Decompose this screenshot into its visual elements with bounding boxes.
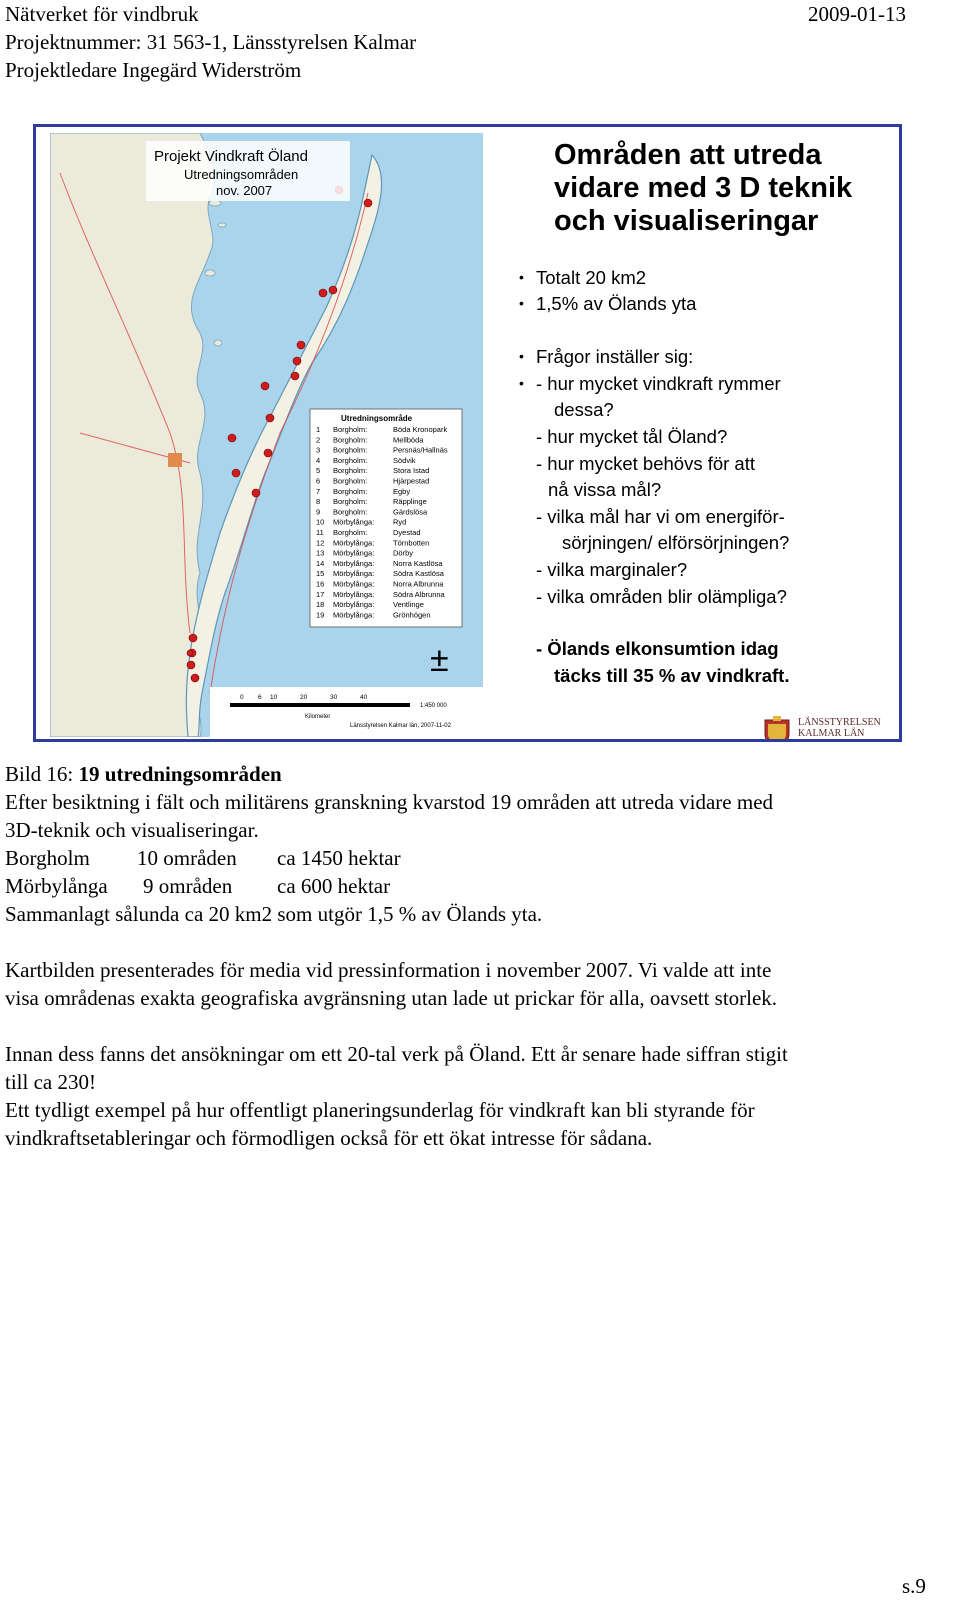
legend-row-text: Södra Albrunna [393,589,445,599]
legend-row-text: Egby [393,486,411,496]
stats-count: 10 områden [137,846,237,870]
slide-bullet: dessa? [554,399,614,420]
legend-row-text: Ventlinge [393,600,424,610]
slide-bullet: - vilka områden blir olämpliga? [536,586,787,607]
legend-row-text: Mörbylånga: [333,558,375,568]
legend-row-text: 18 [316,600,325,610]
slide-bullet: sörjningen/ elförsörjningen? [562,532,790,553]
map-svg [50,133,483,737]
legend-row-text: 4 [316,455,321,465]
map-date: nov. 2007 [216,183,273,198]
map-subtitle: Utredningsområden [184,167,299,182]
stats-place: Borgholm [5,846,90,870]
slide-bullet: - hur mycket vindkraft rymmer [536,373,781,394]
legend-row-text: Mörbylånga: [333,589,375,599]
header-project-number: Projektnummer: 31 563-1, Länsstyrelsen Kalmar [5,30,417,54]
slide-bullet: - vilka mål har vi om energiför- [536,506,785,527]
legend-row-text: 10 [316,517,325,527]
legend-row-text: 16 [316,579,325,589]
body-line: 3D-teknik och visualiseringar. [5,818,259,842]
legend-row-text: 14 [316,558,325,568]
legend-row-text: Grönhögen [393,610,431,620]
slide-bullet: - hur mycket behövs för att [536,453,756,474]
scale-tick-label: 20 [300,694,308,701]
legend-row-text: Borgholm: [333,466,368,476]
scale-tick-label: 6 [258,694,262,701]
legend-row-text: Södvik [393,455,416,465]
stats-place: Mörbylånga [5,874,108,898]
legend-row-text: Borgholm: [333,507,368,517]
legend-row-text: Dyestad [393,528,421,537]
slide-bullet: - Ölands elkonsumtion idag [536,638,779,659]
legend-row-text: Räpplinge [393,497,427,507]
stats-row-morbylanga [5,872,390,900]
legend-title: Utredningsområde [341,414,413,423]
body-line: visa områdenas exakta geografiska avgränsning utan lade ut prickar för alla, oavsett storlek. [5,986,778,1010]
legend-row-text: Norra Albrunna [393,579,444,589]
scale-tick-label: 0 [240,694,244,701]
legend-row-text: Borgholm: [333,425,368,434]
scale-tick-label: 10 [270,694,278,701]
legend-row-text: 1 [316,425,321,434]
legend-row-text: 8 [316,497,321,507]
body-line: till ca 230! [5,1070,96,1094]
legend-row-text: Mörbylånga: [333,579,375,589]
scale-unit: Kilometer [305,714,331,720]
legend-row-text: Ryd [393,517,407,527]
legend-row-text: Borgholm: [333,497,368,507]
caption-bold: 19 utredningsområden [78,762,282,786]
slide-bullet: Frågor inställer sig: [536,346,694,367]
slide-bullet: Totalt 20 km2 [536,267,647,288]
scale-tick-label: 40 [360,694,368,701]
slide-figure [33,124,902,742]
legend-row-text: 19 [316,610,325,620]
legend-row-text: 6 [316,476,321,486]
stats-row-borgholm [5,844,401,872]
legend-row-text: Persnäs/Hallnäs [393,445,448,455]
body-line: Efter besiktning i fält och militärens granskning kvarstod 19 områden att utreda vidare med [5,790,774,814]
legend-row-text: Böda Kronopark [393,425,448,434]
legend-row-text: Borgholm: [333,445,368,455]
bullet-mark: • [519,295,524,311]
legend-row-text: 11 [316,528,324,537]
page-number: s.9 [902,1574,926,1598]
legend-row-text: 15 [316,569,325,579]
legend-row-text: 2 [316,435,321,445]
legend-row-text: Mörbylånga: [333,548,375,558]
slide-bullet: 1,5% av Ölands yta [536,293,697,314]
legend-row-text: 12 [316,538,325,548]
figure-caption [5,760,282,788]
stats-area: ca 600 hektar [277,874,391,898]
logo-text [798,717,881,739]
legend-row-text: Mörbylånga: [333,569,375,579]
legend-row-text: Dörby [393,548,414,558]
slide-title: Områden att utreda vidare med 3 D teknik och visualiseringar [554,139,853,237]
logo-text-line: LÄNSSTYRELSEN [798,717,881,728]
body-line: Kartbilden presenterades för media vid pressinformation i november 2007. Vi valde att inte [5,958,772,982]
bullet-mark: • [519,375,524,391]
legend-row-text: Borgholm: [333,486,368,496]
legend-row-text: 3 [316,445,321,455]
logo-text-line: KALMAR LÄN [798,728,865,739]
header-org: Nätverket för vindbruk [5,2,199,26]
bullet-mark: • [519,348,524,364]
body-line: vindkraftsetableringar och förmodligen också för ett ökat intresse för sådana. [5,1126,653,1150]
scale-tick-label: 30 [330,694,338,701]
body-line: Innan dess fanns det ansökningar om ett 20-tal verk på Öland. Ett år senare hade siffran stigit [5,1042,788,1066]
legend-row-text: 13 [316,548,325,558]
legend-row-text: 17 [316,589,325,599]
scale-ratio: 1:450 000 [420,703,447,709]
stats-area: ca 1450 hektar [277,846,401,870]
north-arrow-icon: ± [430,641,449,679]
legend-row-text: Borgholm: [333,435,368,445]
legend-row-text: Norra Kastlösa [393,558,443,568]
legend-row-text: Törnbotten [393,538,430,548]
legend-row-text: Mörbylånga: [333,610,375,620]
legend-row-text: Södra Kastlösa [393,569,444,579]
legend-row-text: Hjärpestad [393,476,430,486]
legend-row-text: Gärdslösa [393,507,428,517]
slide-bullet: - hur mycket tål Öland? [536,426,728,447]
county-crest-icon [762,716,792,742]
bullet-mark: • [519,269,524,285]
map-title: Projekt Vindkraft Öland [154,148,308,165]
legend-row-text: Stora Istad [393,466,430,476]
legend-row-text: Mörbylånga: [333,600,375,610]
body-line: Sammanlagt sålunda ca 20 km2 som utgör 1,5 % av Ölands yta. [5,902,543,926]
slide-bullet: - vilka marginaler? [536,559,688,580]
legend-row-text: Borgholm: [333,455,368,465]
scale-bar [230,703,410,707]
header-project-leader: Projektledare Ingegärd Widerström [5,58,302,82]
map-credit: Länsstyrelsen Kalmar län, 2007-11-02 [350,723,451,729]
legend-row-text: Borgholm: [333,476,368,486]
slide-bullet: täcks till 35 % av vindkraft. [554,665,790,686]
legend-row-text: 5 [316,466,321,476]
legend-row-text: Mörbylånga: [333,517,375,527]
map-image [50,133,483,737]
legend-row-text: 9 [316,507,321,517]
slide-bullet: nå vissa mål? [548,479,662,500]
legend-row-text: Borgholm: [333,528,368,537]
legend-row-text: 7 [316,486,321,496]
legend-row-text: Mörbylånga: [333,538,375,548]
caption-prefix: Bild 16: [5,762,79,786]
legend-row-text: Mellböda [393,435,424,445]
stats-count: 9 områden [143,874,233,898]
header-date: 2009-01-13 [808,2,906,26]
body-line: Ett tydligt exempel på hur offentligt planeringsunderlag för vindkraft kan bli styrande för [5,1098,755,1122]
